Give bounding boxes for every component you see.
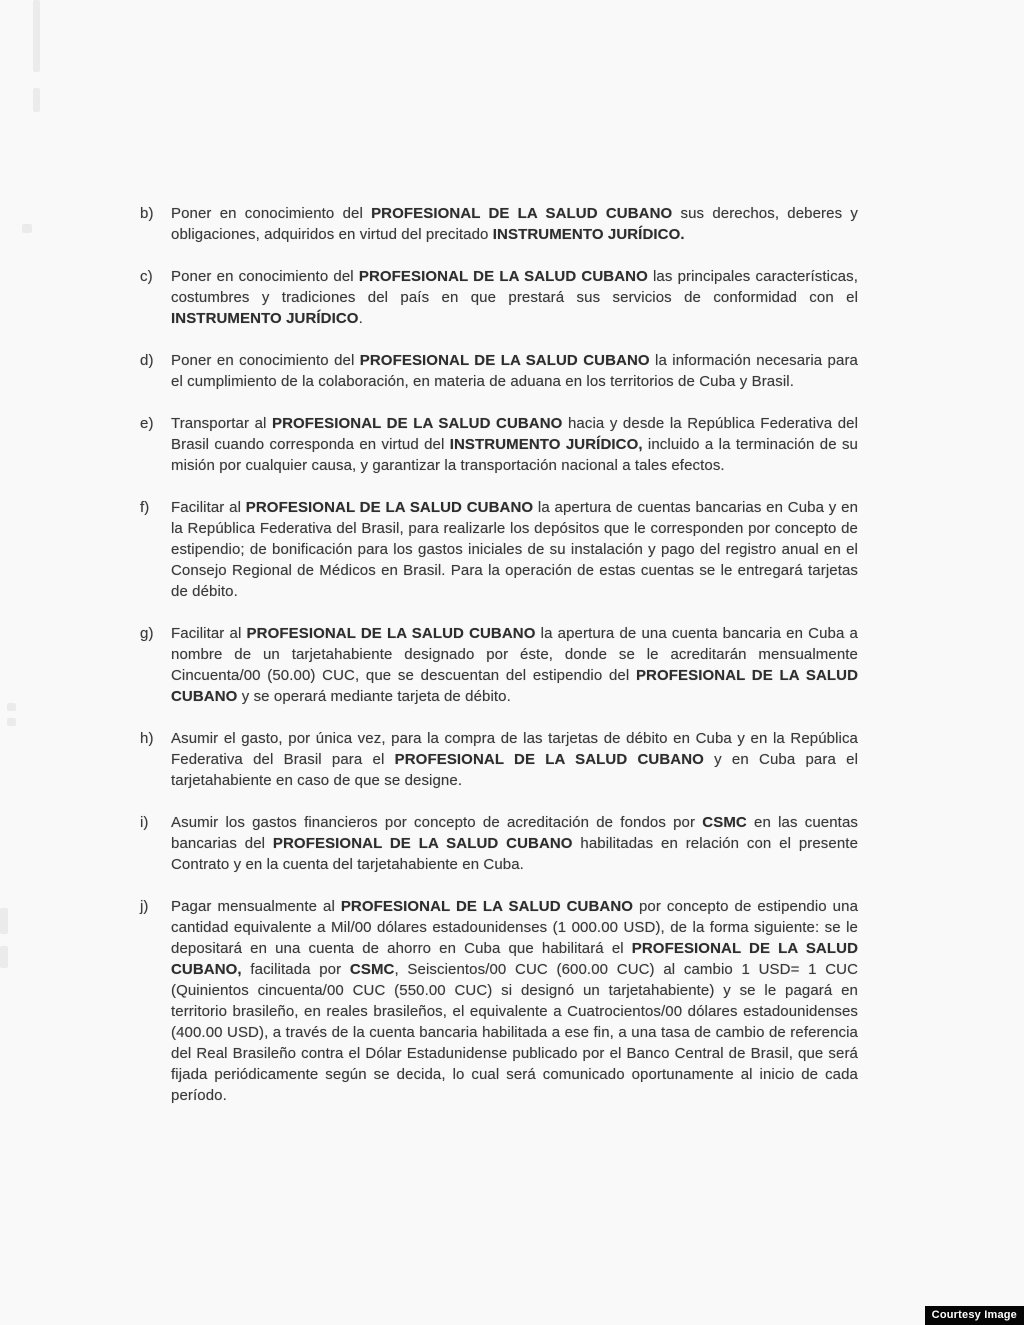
scan-artifact bbox=[33, 88, 40, 112]
clause-text: Transportar al PROFESIONAL DE LA SALUD CUBANO hacia y desde la República Federativa del Brasil cuando corresponda en virtud del INSTRUMENTO JURÍDICO, incluido a la terminación de su misión por cualquier causa, y garantizar la transportación nacional a tales efectos. bbox=[171, 415, 859, 474]
clause-item bbox=[140, 266, 858, 329]
scan-artifact bbox=[22, 224, 32, 233]
clause-letter: d) bbox=[140, 352, 154, 369]
clause-letter: c) bbox=[140, 268, 153, 285]
contract-clause-list bbox=[140, 203, 858, 1106]
clause-letter: i) bbox=[140, 814, 149, 831]
clause-item bbox=[140, 203, 858, 245]
clause-letter: f) bbox=[140, 499, 150, 516]
clause-text: Poner en conocimiento del PROFESIONAL DE LA SALUD CUBANO las principales características, costumbres y tradiciones del país en que prestará sus servicios de conformidad con el INSTRUMENTO JURÍDICO. bbox=[171, 268, 858, 327]
clause-letter: e) bbox=[140, 415, 154, 432]
clause-text: Poner en conocimiento del PROFESIONAL DE LA SALUD CUBANO sus derechos, deberes y obligaciones, adquiridos en virtud del precitado INSTRUMENTO JURÍDICO. bbox=[171, 205, 858, 243]
clause-letter: g) bbox=[140, 625, 154, 642]
clause-item bbox=[140, 350, 858, 392]
clause-text: Facilitar al PROFESIONAL DE LA SALUD CUBANO la apertura de una cuenta bancaria en Cuba a nombre de un tarjetahabiente designado por éste, donde se le acreditarán mensualmente Cincuenta/00 (50.00) CUC, que se descuentan del estipendio del PROFESIONAL DE LA SALUD CUBANO y se operará mediante tarjeta de débito. bbox=[171, 625, 858, 705]
clause-text: Facilitar al PROFESIONAL DE LA SALUD CUBANO la apertura de cuentas bancarias en Cuba y en la República Federativa del Brasil, para realizarle los depósitos que le corresponden por concepto de estipendio; de bonificación para los gastos iniciales de su instalación y pago del registro anual en el Consejo Regional de Médicos en Brasil. Para la operación de estas cuentas se le entregará tarjetas de débito. bbox=[171, 499, 859, 600]
clause-item bbox=[140, 728, 858, 791]
clause-letter: h) bbox=[140, 730, 154, 747]
clause-letter: b) bbox=[140, 205, 154, 222]
clause-letter: j) bbox=[140, 898, 149, 915]
clause-text: Asumir los gastos financieros por concepto de acreditación de fondos por CSMC en las cuentas bancarias del PROFESIONAL DE LA SALUD CUBANO habilitadas en relación con el presente Contrato y en la cuenta del tarjetahabiente en Cuba. bbox=[171, 814, 859, 873]
scan-artifact bbox=[0, 946, 8, 968]
clause-text: Pagar mensualmente al PROFESIONAL DE LA SALUD CUBANO por concepto de estipendio una cantidad equivalente a Mil/00 dólares estadounidenses (1 000.00 USD), de la forma siguiente: se le depositará en una cuenta de ahorro en Cuba que habilitará el PROFESIONAL DE LA SALUD CUBANO, facilitada por CSMC, Seiscientos/00 CUC (600.00 CUC) al cambio 1 USD= 1 CUC (Quinientos cincuenta/00 CUC (550.00 CUC) si designó un tarjetahabiente) y se le pagará en territorio brasileño, en reales brasileños, el equivalente a Cuatrocientos/00 dólares estadounidenses (400.00 USD), a través de la cuenta bancaria habilitada a ese fin, a una tasa de cambio de referencia del Real Brasileño contra el Dólar Estadunidense publicado por el Banco Central de Brasil, que será fijada periódicamente según se decida, lo cual será comunicado oportunamente al inicio de cada período. bbox=[171, 898, 859, 1104]
scan-artifact bbox=[0, 908, 8, 934]
clause-item bbox=[140, 623, 858, 707]
clause-item bbox=[140, 497, 858, 602]
clause-item bbox=[140, 413, 858, 476]
clause-item bbox=[140, 896, 858, 1106]
clause-item bbox=[140, 812, 858, 875]
clause-text: Asumir el gasto, por única vez, para la compra de las tarjetas de débito en Cuba y en la República Federativa del Brasil para el PROFESIONAL DE LA SALUD CUBANO y en Cuba para el tarjetahabiente en caso de que se designe. bbox=[171, 730, 858, 789]
courtesy-image-badge: Courtesy Image bbox=[925, 1306, 1024, 1325]
scan-artifact bbox=[33, 0, 40, 72]
scan-artifact bbox=[7, 703, 16, 711]
scan-artifact bbox=[7, 718, 16, 726]
clause-text: Poner en conocimiento del PROFESIONAL DE LA SALUD CUBANO la información necesaria para el cumplimiento de la colaboración, en materia de aduana en los territorios de Cuba y Brasil. bbox=[171, 352, 858, 390]
